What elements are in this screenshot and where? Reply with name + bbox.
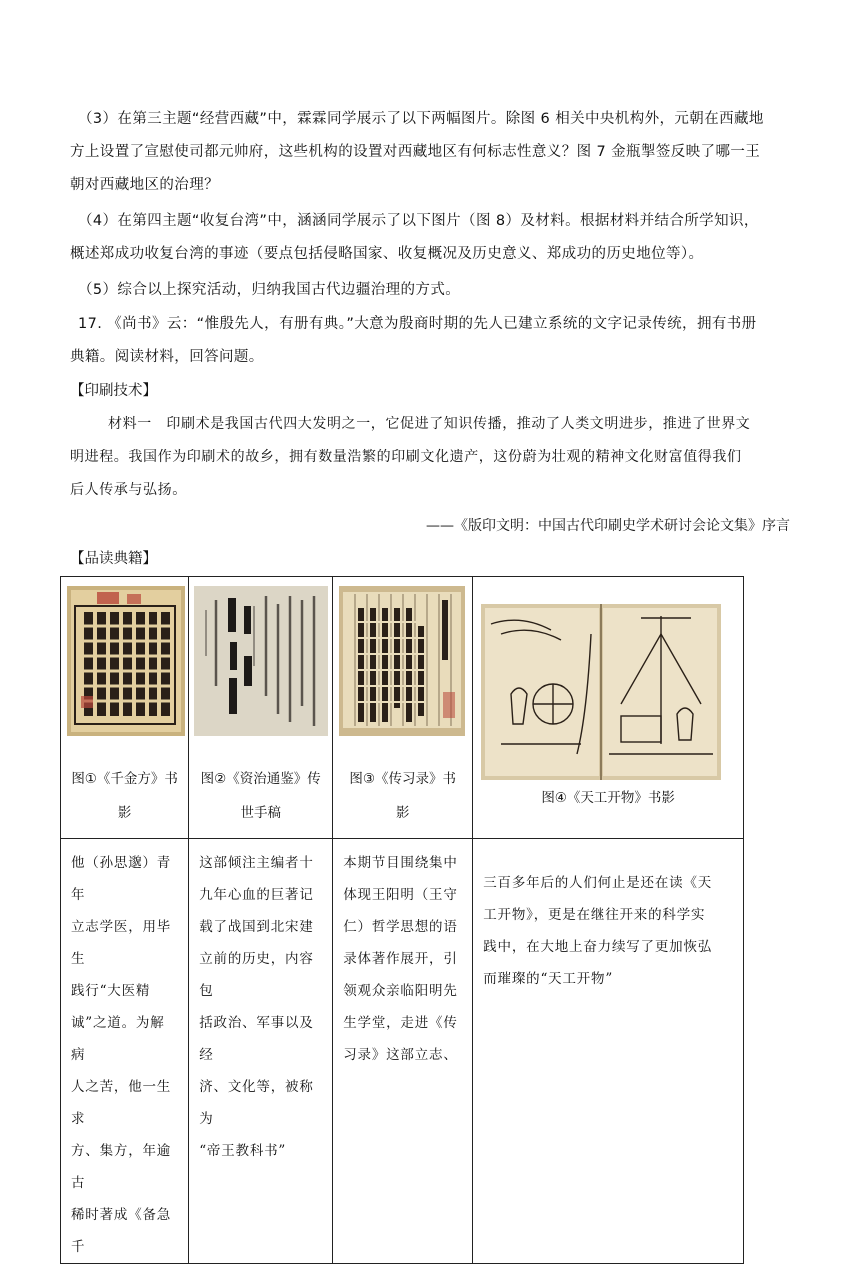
book-2-description-line: “帝王教科书”	[199, 1143, 287, 1159]
books-description-row	[61, 839, 744, 1264]
book-3-description-line: 体现王阳明（王守	[343, 887, 458, 903]
question-3-line-2: 方上设置了宣慰使司都元帅府，这些机构的设置对西藏地区有何标志性意义？图 7 金瓶掣签反映了哪一王	[70, 144, 761, 160]
book-1-description-line: 践行“大医精	[71, 983, 151, 999]
question-5	[70, 274, 790, 307]
book-4-image-cell	[473, 577, 744, 839]
book-2-caption-line-2: 世手稿	[240, 805, 281, 821]
woodblock-print-page-icon	[339, 586, 465, 736]
book-1-description-line: 诚”之道。为解病	[71, 1015, 165, 1063]
book-4-description-line: 三百多年后的人们何止是还在读《天	[483, 875, 713, 891]
manuscript-page-icon	[194, 586, 328, 736]
question-17	[70, 308, 790, 374]
book-4-description-line: 而璀璨的“天工开物”	[483, 971, 614, 987]
book-1-caption-line-2: 影	[117, 805, 132, 821]
material-one-source: ——《版印文明：中国古代印刷史学术研讨会论文集》序言	[426, 518, 790, 534]
book-3-caption-line-1: 图③《传习录》书	[349, 771, 457, 787]
book-4-description	[473, 839, 744, 1264]
material-one	[70, 408, 790, 507]
book-2-description-line: 立前的历史，内容包	[199, 951, 314, 999]
book-3-description-line: 录体著作展开，引	[343, 951, 458, 967]
ancient-book-page-icon	[67, 586, 185, 736]
material-one-line-2: 明进程。我国作为印刷术的故乡，拥有数量浩繁的印刷文化遗产，这份蔚为壮观的精神文化财富值得我们	[70, 449, 742, 465]
question-4-line-1: （4）在第四主题“收复台湾”中，涵涵同学展示了以下图片（图 8）及材料。根据材料并结合所学知识，	[78, 213, 759, 229]
book-1-caption-line-1: 图①《千金方》书	[71, 771, 178, 787]
book-3-description-line: 习录》这部立志、	[343, 1047, 458, 1063]
question-5-line: （5）综合以上探究活动，归纳我国古代边疆治理的方式。	[78, 282, 461, 298]
book-1-description-line: 方、集方，年逾古	[71, 1143, 172, 1191]
book-1-description-line: 人之苦，他一生求	[71, 1079, 172, 1127]
question-17-line-1: 17. 《尚书》云：“惟殷先人，有册有典。”大意为殷商时期的先人已建立系统的文字记录传统，拥有书册	[78, 316, 757, 332]
books-image-row	[61, 577, 744, 839]
book-1-description-line: 他（孙思邈）青年	[71, 855, 172, 903]
book-3-caption-line-2: 影	[395, 805, 410, 821]
book-2-description	[189, 839, 333, 1264]
book-1-description-line: 立志学医，用毕生	[71, 919, 172, 967]
material-one-line-3: 后人传承与弘扬。	[70, 482, 187, 498]
book-4-caption: 图④《天工开物》书影	[541, 790, 675, 806]
book-3-description-line: 生学堂，走进《传	[343, 1015, 458, 1031]
books-table	[60, 576, 744, 1264]
material-one-line-1: 材料一 印刷术是我国古代四大发明之一，它促进了知识传播，推动了人类文明进步，推进了世界文	[108, 416, 751, 432]
question-3-line-1: （3）在第三主题“经营西藏”中，霖霖同学展示了以下两幅图片。除图 6 相关中央机构外，元朝在西藏地	[78, 111, 764, 127]
question-3-line-3: 朝对西藏地区的治理？	[70, 177, 219, 193]
book-1-description	[61, 839, 189, 1264]
book-2-description-line: 九年心血的巨著记	[199, 887, 314, 903]
book-3-image-cell	[333, 577, 473, 839]
book-3-description-line: 领观众亲临阳明先	[343, 983, 458, 999]
section-heading-printing: 【印刷技术】	[70, 383, 157, 399]
book-2-description-line: 这部倾注主编者十	[199, 855, 314, 871]
book-1-image-cell	[61, 577, 189, 839]
book-2-caption-line-1: 图②《资治通鉴》传	[200, 771, 321, 787]
illustrated-craft-page-icon	[481, 604, 721, 780]
book-2-description-line: 济、文化等，被称为	[199, 1079, 314, 1127]
question-4	[70, 205, 790, 271]
book-3-description-line: 本期节目围绕集中	[343, 855, 458, 871]
book-1-description-line: 稀时著成《备急千	[71, 1207, 172, 1255]
book-3-description	[333, 839, 473, 1264]
book-2-image-cell	[189, 577, 333, 839]
book-2-description-line: 括政治、军事以及经	[199, 1015, 314, 1063]
book-2-description-line: 载了战国到北宋建	[199, 919, 314, 935]
question-17-line-2: 典籍。阅读材料，回答问题。	[70, 349, 264, 365]
book-4-description-line: 工开物》，更是在继往开来的科学实	[483, 907, 706, 923]
question-4-line-2: 概述郑成功收复台湾的事迹（要点包括侵略国家、收复概况及历史意义、郑成功的历史地位等）。	[70, 246, 704, 262]
question-3	[70, 103, 790, 202]
section-heading-reading: 【品读典籍】	[70, 551, 157, 567]
book-3-description-line: 仁）哲学思想的语	[343, 919, 458, 935]
book-4-description-line: 践中，在大地上奋力续写了更加恢弘	[483, 939, 713, 955]
